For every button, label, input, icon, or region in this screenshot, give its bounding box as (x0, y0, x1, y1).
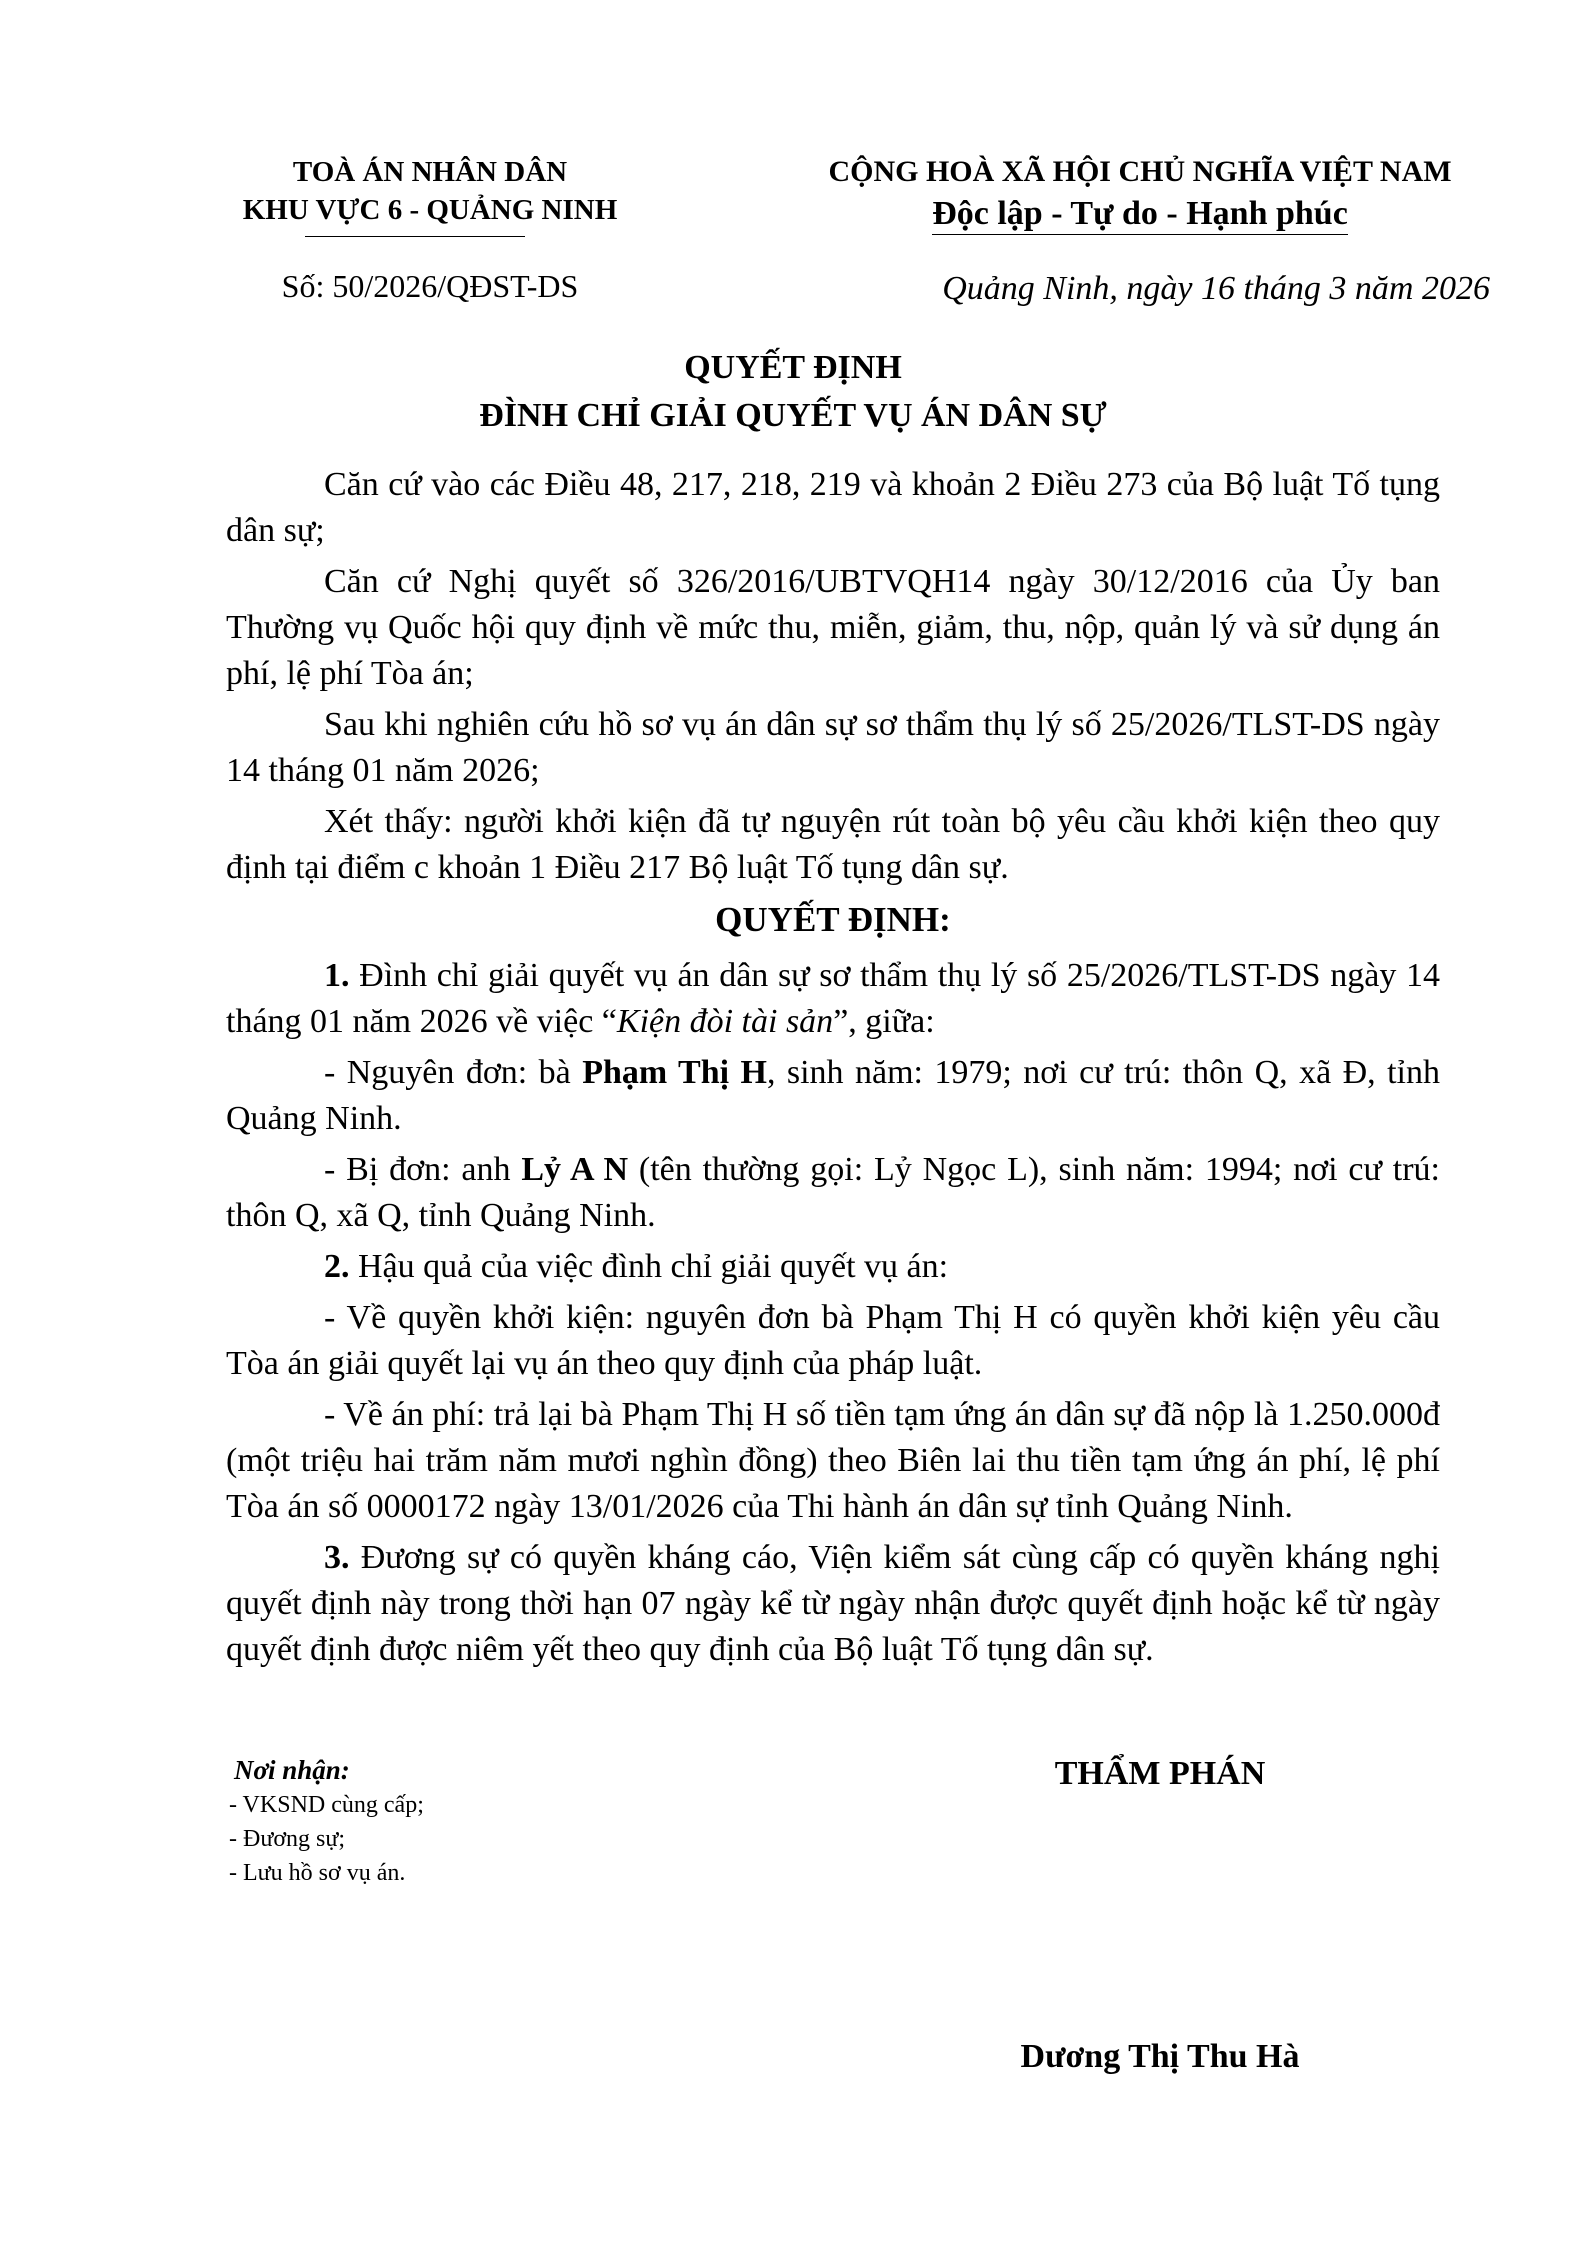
nation-motto: Độc lập - Tự do - Hạnh phúc (932, 195, 1348, 235)
nation-name: CỘNG HOÀ XÃ HỘI CHỦ NGHĨA VIỆT NAM (828, 155, 1452, 188)
item-text: Đình chỉ giải quyết vụ án dân sự sơ thẩm thụ lý số 25/2026/TLST-DS ngày 14 tháng 01 năm 2026 về việc “ (226, 957, 1440, 1040)
decision-item-2 (226, 1244, 1440, 1290)
court-header (200, 153, 660, 229)
title-line-2: ĐÌNH CHỈ GIẢI QUYẾT VỤ ÁN DÂN SỰ (479, 397, 1107, 434)
plaintiff-name: Phạm Thị H (582, 1054, 767, 1091)
recipients-heading: Nơi nhận: (234, 1755, 350, 1785)
defendant-label: - Bị đơn: anh (324, 1151, 522, 1188)
court-underline (305, 236, 525, 237)
recipient-item: - Lưu hồ sơ vụ án. (229, 1860, 406, 1886)
plaintiff-details: , sinh năm: 1979; nơi cư trú: thôn Q, xã Đ, tỉnh Quảng Ninh. (226, 1054, 1440, 1137)
judge-name: Dương Thị Thu Hà (1020, 2038, 1300, 2075)
recipient-item: - VKSND cùng cấp; (229, 1792, 424, 1818)
basis-paragraph: Căn cứ vào các Điều 48, 217, 218, 219 và khoản 2 Điều 273 của Bộ luật Tố tụng dân sự; (226, 466, 1440, 549)
item-number: 3. (324, 1539, 350, 1576)
document-title (0, 344, 1586, 440)
title-line-1: QUYẾT ĐỊNH (684, 349, 902, 386)
court-fee-line: - Về án phí: trả lại bà Phạm Thị H số tiền tạm ứng án dân sự đã nộp là 1.250.000đ (một triệu hai trăm năm mươi nghìn đồng) theo Biên lai thu tiền tạm ứng án phí, lệ phí Tòa án số 0000172 ngày 13/01/2026 của Thi hành án dân sự tỉnh Quảng Ninh. (226, 1396, 1440, 1525)
defendant-line (226, 1147, 1440, 1239)
defendant-details: (tên thường gọi: Lỷ Ngọc L), sinh năm: 1994; nơi cư trú: thôn Q, xã Q, tỉnh Quảng Ninh. (226, 1151, 1440, 1234)
plaintiff-line (226, 1050, 1440, 1142)
item-text: Đương sự có quyền kháng cáo, Viện kiểm sát cùng cấp có quyền kháng nghị quyết định này trong thời hạn 07 ngày kể từ ngày nhận được quyết định hoặc kể từ ngày quyết định được niêm yết theo quy định của Bộ luật Tố tụng dân sự. (226, 1539, 1440, 1668)
case-type: Kiện đòi tài sản (616, 1003, 834, 1040)
court-region: KHU VỰC 6 - QUẢNG NINH (242, 194, 618, 226)
recipients-block (229, 1752, 649, 1890)
decision-item-1 (226, 953, 1440, 1045)
item-text: ”, giữa: (833, 1003, 935, 1040)
court-name: TOÀ ÁN NHÂN DÂN (292, 156, 568, 188)
plaintiff-label: - Nguyên đơn: bà (324, 1054, 583, 1091)
basis-paragraph: Căn cứ Nghị quyết số 326/2016/UBTVQH14 ngày 30/12/2016 của Ủy ban Thường vụ Quốc hội quy định về mức thu, miễn, giảm, thu, nộp, quản lý và sử dụng án phí, lệ phí Tòa án; (226, 563, 1440, 692)
judge-title: THẨM PHÁN (1054, 1755, 1266, 1792)
recipient-item: - Đương sự; (229, 1826, 346, 1852)
document-number: Số: 50/2026/QĐST-DS (281, 268, 579, 304)
right-to-sue-line: - Về quyền khởi kiện: nguyên đơn bà Phạm Thị H có quyền khởi kiện yêu cầu Tòa án giải quyết lại vụ án theo quy định của pháp luật. (226, 1299, 1440, 1382)
defendant-name: Lỷ A N (521, 1151, 629, 1188)
decision-heading: QUYẾT ĐỊNH: (715, 900, 951, 939)
item-text: Hậu quả của việc đình chỉ giải quyết vụ án: (349, 1248, 949, 1285)
basis-paragraph: Sau khi nghiên cứu hồ sơ vụ án dân sự sơ thẩm thụ lý số 25/2026/TLST-DS ngày 14 tháng 01 năm 2026; (226, 706, 1440, 789)
basis-paragraph: Xét thấy: người khởi kiện đã tự nguyện rút toàn bộ yêu cầu khởi kiện theo quy định tại điểm c khoản 1 Điều 217 Bộ luật Tố tụng dân sự. (226, 803, 1440, 886)
item-number: 1. (324, 957, 350, 994)
date-line: Quảng Ninh, ngày 16 tháng 3 năm 2026 (942, 270, 1490, 307)
decision-item-3 (226, 1535, 1440, 1673)
national-header (745, 153, 1535, 237)
document-body (226, 462, 1440, 1678)
item-number: 2. (324, 1248, 350, 1285)
